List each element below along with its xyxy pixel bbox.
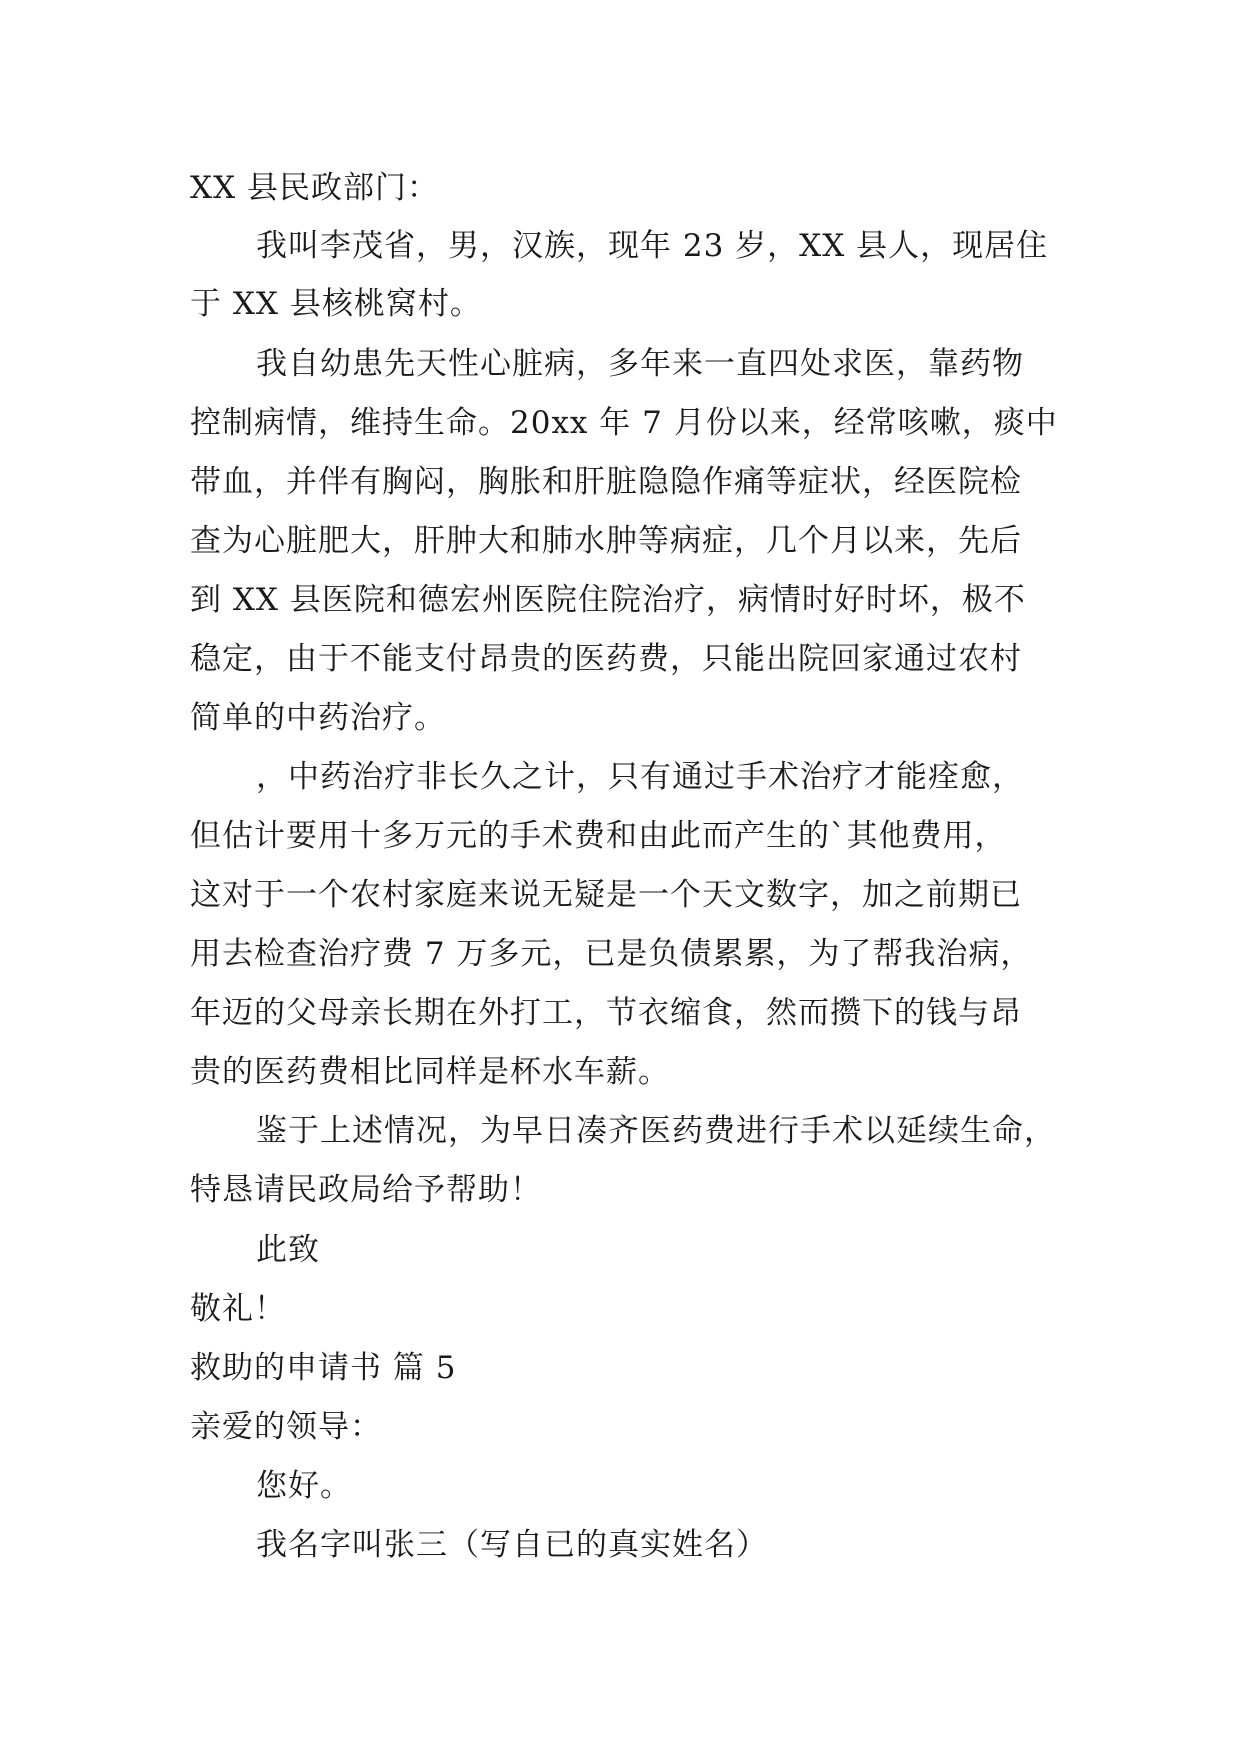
paragraph-2-line-4: 查为心脏肥大，肝肿大和肺水肿等病症，几个月以来，先后: [190, 523, 1022, 559]
paragraph-4-line-1: 鉴于上述情况，为早日凑齐医药费进行手术以延续生命，: [256, 1113, 1056, 1149]
salutation-2-line: 亲爱的领导：: [190, 1409, 382, 1445]
paragraph-2-line-2: 控制病情，维持生命。20xx 年 7 月份以来，经常咳嗽，痰中: [190, 405, 1058, 441]
closing-cizhi: 此致: [256, 1232, 320, 1268]
paragraph-3-line-3: 这对于一个农村家庭来说无疑是一个天文数字，加之前期已: [190, 877, 1022, 913]
paragraph-3-line-6: 贵的医药费相比同样是杯水车薪。: [190, 1054, 670, 1090]
paragraph-3-line-1: ，中药治疗非长久之计，只有通过手术治疗才能痊愈，: [256, 759, 1024, 795]
closing-jingli: 敬礼！: [190, 1291, 286, 1327]
paragraph-2-line-7: 简单的中药治疗。: [190, 700, 446, 736]
paragraph-3-line-5: 年迈的父母亲长期在外打工，节衣缩食，然而攒下的钱与昂: [190, 995, 1022, 1031]
paragraph-1-line-2: 于 XX 县核桃窝村。: [190, 286, 482, 322]
paragraph-4-line-2: 特恳请民政局给予帮助！: [190, 1172, 542, 1208]
paragraph-2-line-3: 带血，并伴有胸闷，胸胀和肝脏隐隐作痛等症状，经医院检: [190, 464, 1022, 500]
intro-line: 我名字叫张三（写自已的真实姓名）: [256, 1527, 768, 1563]
paragraph-2-line-5: 到 XX 县医院和德宏州医院住院治疗，病情时好时坏，极不: [190, 582, 1026, 618]
paragraph-3-line-2: 但估计要用十多万元的手术费和由此而产生的`其他费用，: [190, 818, 1007, 854]
greeting-line: 您好。: [256, 1468, 352, 1504]
paragraph-2-line-1: 我自幼患先天性心脏病，多年来一直四处求医，靠药物: [256, 346, 1024, 382]
paragraph-2-line-6: 稳定，由于不能支付昂贵的医药费，只能出院回家通过农村: [190, 641, 1022, 677]
salutation-line: XX 县民政部门：: [190, 170, 439, 206]
paragraph-1-line-1: 我叫李茂省，男，汉族，现年 23 岁，XX 县人，现居住: [256, 228, 1049, 264]
section-heading: 救助的申请书 篇 5: [190, 1350, 457, 1386]
paragraph-3-line-4: 用去检查治疗费 7 万多元，已是负债累累，为了帮我治病，: [190, 936, 1033, 972]
